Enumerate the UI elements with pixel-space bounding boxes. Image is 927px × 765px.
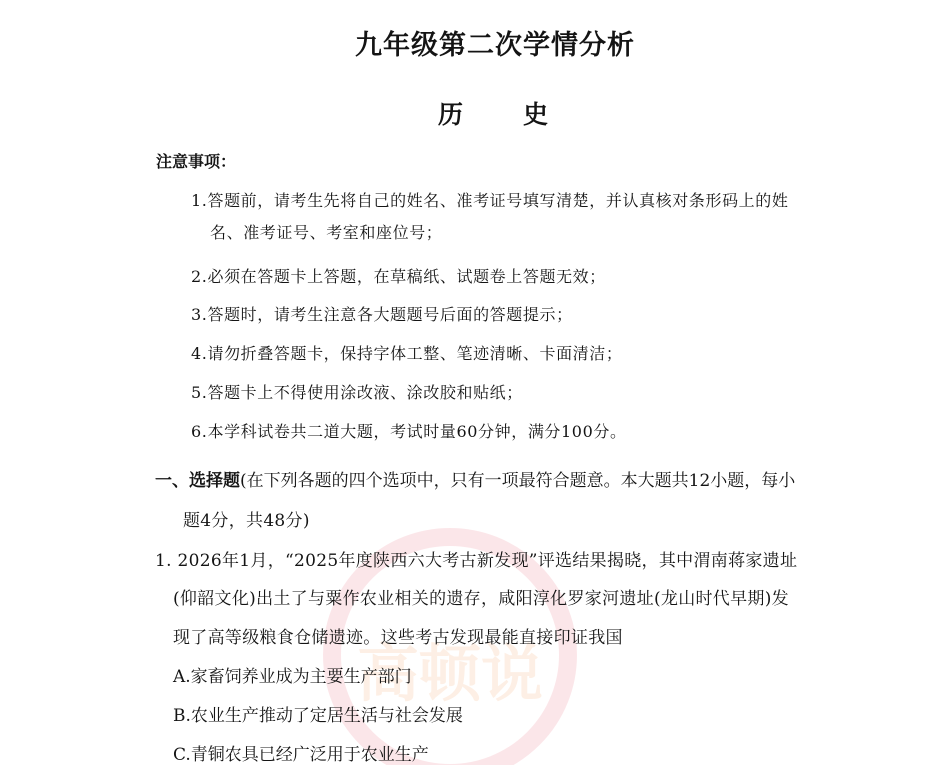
subject-char-1: 历 — [438, 100, 464, 129]
section-description: (在下列各题的四个选项中，只有一项最符合题意。本大题共12小题，每小 — [240, 471, 796, 491]
exam-title: 九年级第二次学情分析 — [355, 30, 635, 61]
notes-heading: 注意事项： — [156, 152, 237, 171]
watermark-text: 高顿说 — [356, 637, 544, 710]
note-item-5: 5.答题卡上不得使用涂改液、涂改胶和贴纸； — [191, 383, 523, 402]
note-item-1-cont: 名、准考证号、考室和座位号； — [210, 223, 443, 242]
section-description-cont: 题4分，共48分) — [183, 511, 310, 531]
section-label: 一、选择题 — [155, 471, 240, 491]
question-1-line-3: 现了高等级粮食仓储遗迹。这些考古发现最能直接印证我国 — [173, 628, 623, 648]
option-a: A.家畜饲养业成为主要生产部门 — [173, 667, 412, 687]
note-item-2: 2.必须在答题卡上答题，在草稿纸、试题卷上答题无效； — [191, 267, 606, 286]
note-item-3: 3.答题时，请考生注意各大题题号后面的答题提示； — [191, 305, 573, 324]
note-item-1: 1.答题前，请考生先将自己的姓名、准考证号填写清楚，并认真核对条形码上的姓 — [191, 191, 789, 210]
section-heading — [155, 466, 795, 491]
note-item-6: 6.本学科试卷共二道大题，考试时量60分钟，满分100分。 — [191, 422, 627, 441]
option-c: C.青铜农具已经广泛用于农业生产 — [173, 745, 429, 765]
subject-char-2: 史 — [523, 100, 549, 129]
question-1-line-1: 1. 2026年1月，“2025年度陕西六大考古新发现”评选结果揭晓，其中渭南蒋家遗址 — [155, 551, 798, 571]
question-1-line-2: (仰韶文化)出土了与粟作农业相关的遗存，咸阳淳化罗家河遗址(龙山时代早期)发 — [173, 589, 789, 609]
option-b: B.农业生产推动了定居生活与社会发展 — [173, 706, 463, 726]
note-item-4: 4.请勿折叠答题卡，保持字体工整、笔迹清晰、卡面清洁； — [191, 344, 623, 363]
